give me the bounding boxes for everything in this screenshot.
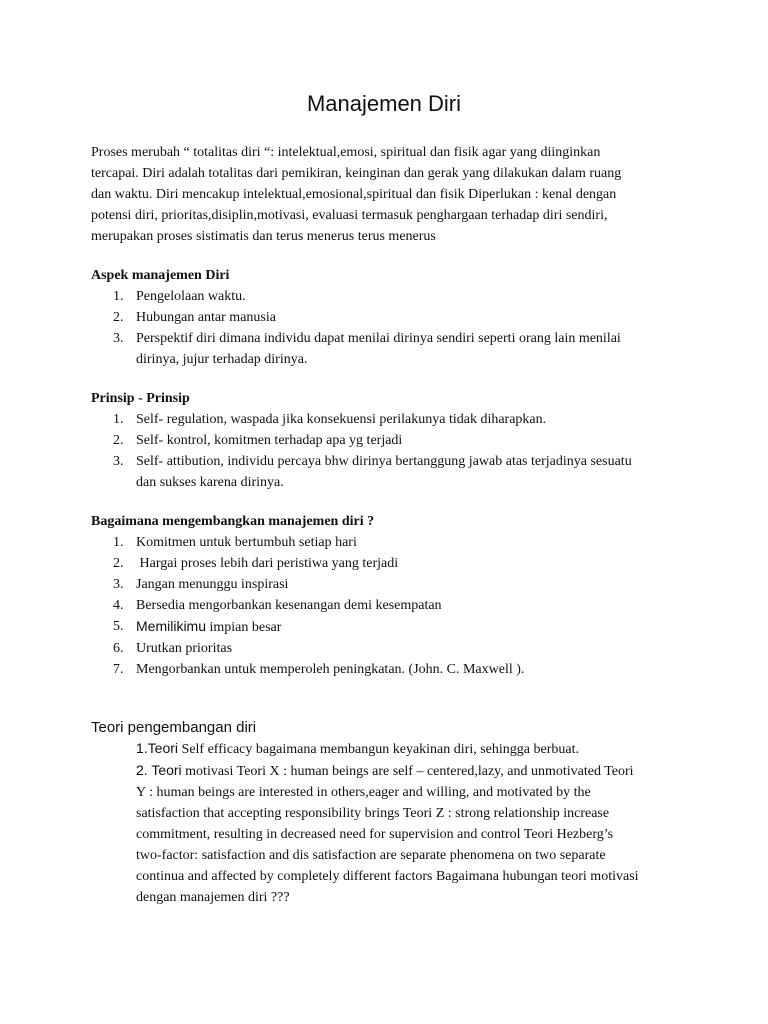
teori-item-text: Self efficacy bagaimana membangun keyakinan diri, sehingga berbuat. [178,742,579,757]
list-item [91,553,691,574]
list-number: 6. [113,641,124,656]
list-item [91,328,691,370]
list-item [91,595,691,616]
list-item [91,659,691,680]
list-item [91,451,691,493]
teori-heading: Teori pengembangan diri [91,719,257,736]
list-number: 1. [113,289,124,304]
list-item-text: dan sukses karena dirinya. [136,475,284,490]
list-item-text: dirinya, jujur terhadap dirinya. [136,352,308,367]
intro-line: dan waktu. Diri mencakup intelektual,emosional,spiritual dan fisik Diperlukan : kenal dengan [91,187,617,202]
list-item-serif-text: impian besar [206,620,282,635]
list-item-text: Self- regulation, waspada jika konsekuensi perilakunya tidak diharapkan. [136,412,547,427]
list-item [91,574,691,595]
list-item-text: Urutkan prioritas [136,641,233,656]
list-item [91,430,691,451]
prinsip-heading: Prinsip - Prinsip [91,391,190,406]
list-item [91,532,691,553]
list-number: 3. [113,454,124,469]
bagaimana-heading: Bagaimana mengembangkan manajemen diri ? [91,514,375,529]
list-item-text [136,616,691,638]
list-item-text: Self- attibution, individu percaya bhw dirinya bertanggung jawab atas terjadinya sesuatu [136,454,632,469]
teori-item-line [136,738,696,760]
page-title: Manajemen Diri [306,91,462,116]
intro-paragraph [91,142,691,247]
teori-item-line: continua and affected by completely different factors Bagaimana hubungan teori motivasi [136,869,639,884]
list-number: 4. [113,598,124,613]
bagaimana-list [91,532,691,680]
list-number: 5. [113,619,124,634]
teori-item-lead: 2. Teori [136,762,182,778]
intro-line: Proses merubah “ totalitas diri “: intelektual,emosi, spiritual dan fisik agar yang diinginkan [91,145,601,160]
teori-item-lead: 1.Teori [136,740,179,756]
teori-item-2 [136,760,696,908]
list-item-text: Komitmen untuk bertumbuh setiap hari [136,535,357,550]
bagaimana-section [91,511,691,680]
teori-item-line: commitment, resulting in decreased need for supervision and control Teori Hezberg’s [136,827,614,842]
list-item [91,307,691,328]
list-number: 2. [113,556,124,571]
intro-line: potensi diri, prioritas,disiplin,motivasi, evaluasi termasuk penghargaan terhadap diri sendiri, [91,208,608,223]
list-number: 2. [113,310,124,325]
teori-item-line [136,760,696,782]
prinsip-list [91,409,691,493]
list-item-sans-text: Memilikimu [136,618,206,634]
intro-line: tercapai. Diri adalah totalitas dari pemikiran, keinginan dan gerak yang dilakukan dalam ruang [91,166,622,181]
list-item-text: Perspektif diri dimana individu dapat menilai dirinya sendiri seperti orang lain menilai [136,331,621,346]
teori-item-line: Y : human beings are interested in others,eager and willing, and motivated by the [136,785,591,800]
list-item-text: Pengelolaan waktu. [136,289,246,304]
aspek-section [91,265,691,370]
list-item-text: Hubungan antar manusia [136,310,276,325]
teori-item-text: motivasi Teori X : human beings are self – centered,lazy, and unmotivated Teori [181,764,634,779]
list-item-text: Self- kontrol, komitmen terhadap apa yg terjadi [136,433,403,448]
aspek-list [91,286,691,370]
intro-line: merupakan proses sistimatis dan terus menerus terus menerus [91,229,436,244]
list-item-text: Jangan menunggu inspirasi [136,577,289,592]
list-item [91,616,691,638]
list-number: 3. [113,331,124,346]
teori-section [91,717,691,738]
list-item [91,286,691,307]
teori-list [136,738,696,908]
list-item-text: Hargai proses lebih dari peristiwa yang terjadi [136,556,399,571]
teori-item-line: two-factor: satisfaction and dis satisfaction are separate phenomena on two separate [136,848,606,863]
aspek-heading: Aspek manajemen Diri [91,268,230,283]
list-number: 1. [113,412,124,427]
list-item-text: Mengorbankan untuk memperoleh peningkatan. (John. C. Maxwell ). [136,662,525,677]
list-number: 1. [113,535,124,550]
prinsip-section [91,388,691,493]
list-number: 7. [113,662,124,677]
list-item [91,638,691,659]
list-number: 2. [113,433,124,448]
teori-item-line: satisfaction that accepting responsibility brings Teori Z : strong relationship increase [136,806,610,821]
list-item [91,409,691,430]
teori-item-1 [136,738,696,760]
list-number: 3. [113,577,124,592]
teori-item-line: dengan manajemen diri ??? [136,890,290,905]
list-item-text: Bersedia mengorbankan kesenangan demi kesempatan [136,598,442,613]
